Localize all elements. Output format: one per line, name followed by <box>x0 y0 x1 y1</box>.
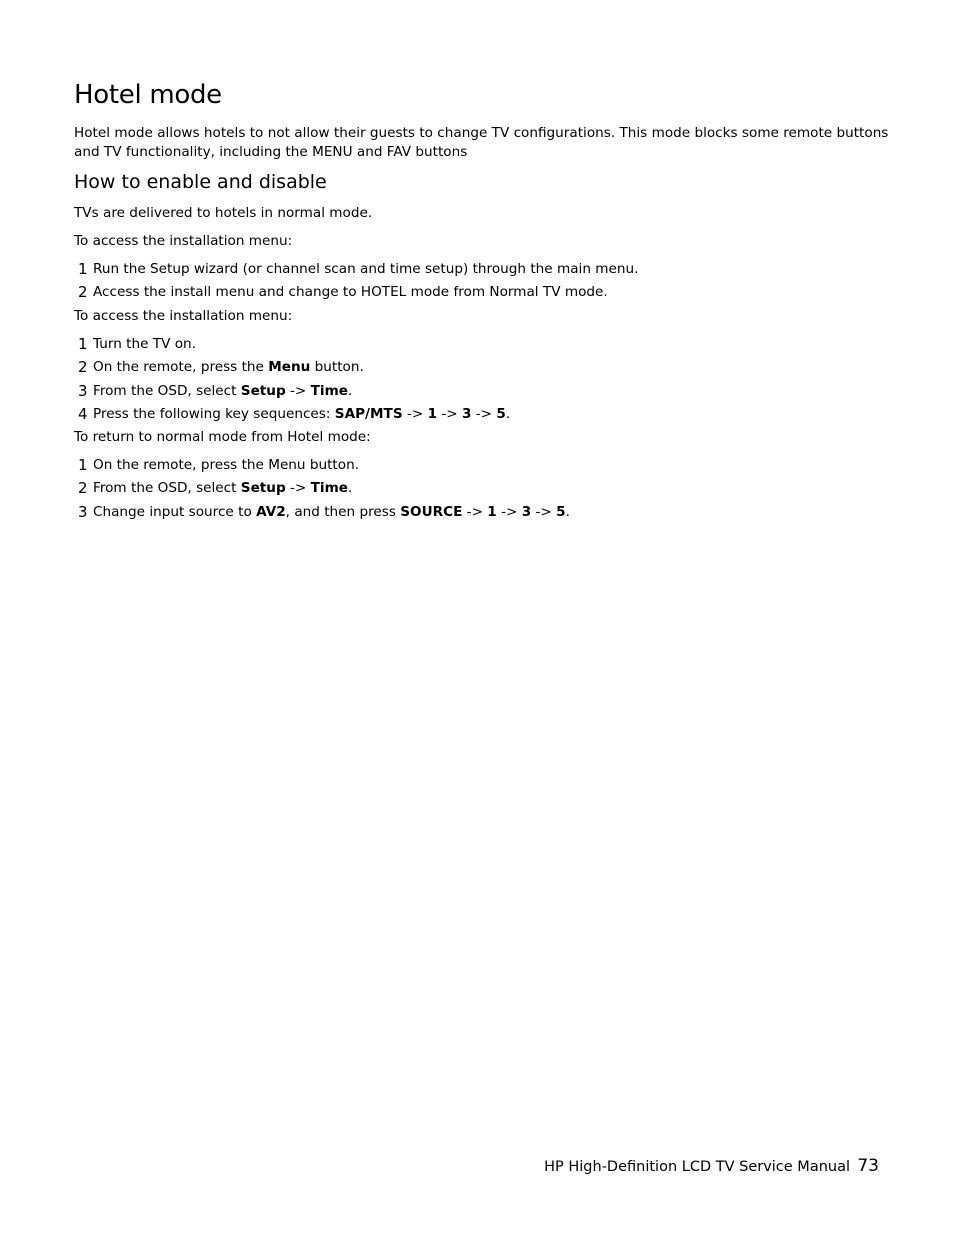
step-number: 2 <box>78 358 88 377</box>
step-text: From the OSD, select Setup -> Time. <box>93 480 353 497</box>
page-title: Hotel mode <box>74 80 222 110</box>
menu-key: Menu <box>268 359 311 376</box>
step-text: On the remote, press the Menu button. <box>93 359 364 376</box>
step-number: 3 <box>78 381 88 400</box>
av2-key: AV2 <box>256 503 286 520</box>
access-label-1: To access the installation menu: <box>74 233 293 249</box>
step-text: From the OSD, select Setup -> Time. <box>93 382 353 399</box>
step-text: Turn the TV on. <box>93 336 196 352</box>
step-number: 2 <box>78 479 88 498</box>
step-text: Run the Setup wizard (or channel scan and time setup) through the main menu. <box>93 261 639 277</box>
delivered-note: TVs are delivered to hotels in normal mode. <box>74 205 373 221</box>
step-text: Access the install menu and change to HOTEL mode from Normal TV mode. <box>93 284 608 301</box>
access-label-2: To access the installation menu: <box>74 308 293 324</box>
step-number: 4 <box>78 404 88 423</box>
source-key: SOURCE <box>400 503 463 520</box>
section-title: How to enable and disable <box>74 171 327 193</box>
step-number: 3 <box>78 502 88 521</box>
intro-paragraph: Hotel mode allows hotels to not allow their guests to change TV configurations. This mode blocks some remote buttons and TV functionality, including the MENU and FAV buttons <box>74 125 889 160</box>
footer-manual-title: HP High-Definition LCD TV Service Manual <box>544 1159 850 1175</box>
return-label: To return to normal mode from Hotel mode: <box>74 429 371 445</box>
step-text: Press the following key sequences: SAP/MTS -> 1 -> 3 -> 5. <box>93 405 511 422</box>
sap-mts-key: SAP/MTS <box>334 405 403 422</box>
step-number: 1 <box>78 456 88 474</box>
step-number: 1 <box>78 335 88 353</box>
time-key: Time <box>310 382 348 399</box>
step-number: 1 <box>78 260 88 278</box>
time-key: Time <box>310 480 348 497</box>
step-text: Change input source to AV2, and then press SOURCE -> 1 -> 3 -> 5. <box>93 503 570 520</box>
step-text: On the remote, press the Menu button. <box>93 457 360 473</box>
setup-key: Setup <box>240 382 286 399</box>
step-number: 2 <box>78 283 88 302</box>
setup-key: Setup <box>240 480 286 497</box>
page-number: 73 <box>857 1156 879 1176</box>
